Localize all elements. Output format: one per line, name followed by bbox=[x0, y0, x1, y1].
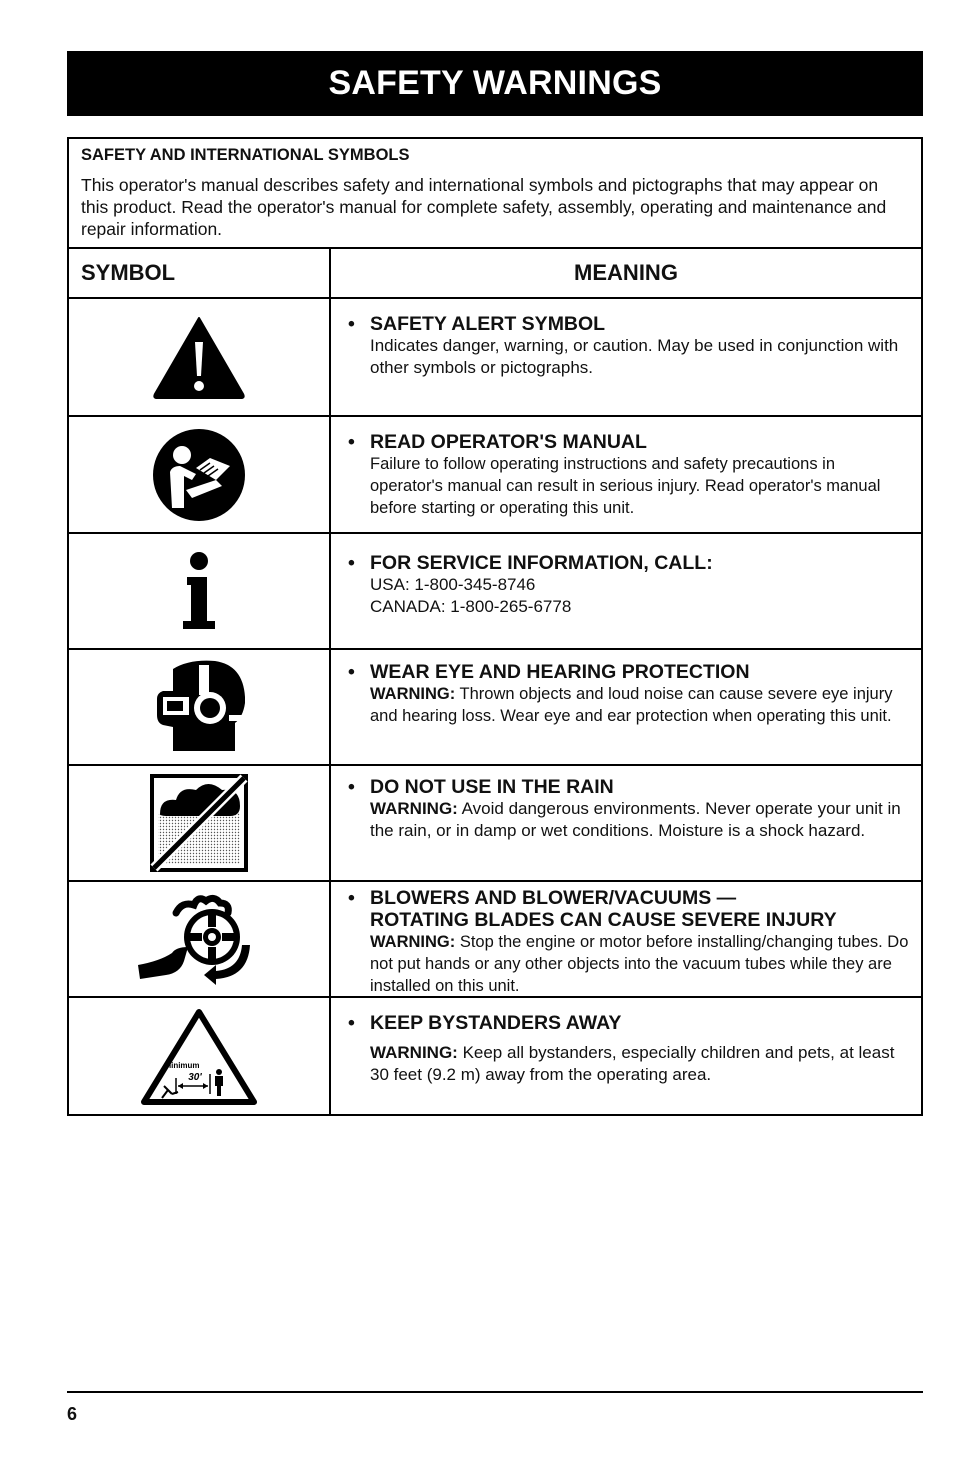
info-icon bbox=[179, 551, 219, 631]
footer-rule bbox=[67, 1391, 923, 1393]
minimum-label: Minimum bbox=[164, 1061, 200, 1070]
page-number: 6 bbox=[67, 1404, 78, 1424]
item-description: Keep all bystanders, especially children and pets, at least 30 feet (9.2 m) away from the operating area. bbox=[370, 1043, 895, 1084]
item-title: DO NOT USE IN THE RAIN bbox=[370, 776, 614, 798]
safety-alert-icon bbox=[151, 314, 247, 400]
distance-label: 30' bbox=[188, 1072, 202, 1083]
service-phone-canada: CANADA: 1-800-265-6778 bbox=[370, 597, 572, 616]
page-title: SAFETY WARNINGS bbox=[67, 51, 923, 116]
intro-text: This operator's manual describes safety and international symbols and pictographs that may appear on this product. Read the operator's manual for complete safety, assembly, operating and maintenance and repair information. bbox=[81, 175, 887, 239]
table-row: Minimum 30' • KEEP BYSTANDERS AWAY WARNING: Keep all bystanders, especially children and pets, at least 30 feet (9.2 m) away from the operating area. bbox=[69, 998, 921, 1116]
item-description: Thrown objects and loud noise can cause severe eye injury and hearing loss. Wear eye and ear protection when operating this unit. bbox=[370, 685, 893, 725]
item-description: Failure to follow operating instructions and safety precautions in operator's manual can result in serious injury. Read operator's manual before starting or operating this unit. bbox=[370, 455, 881, 517]
item-title: SAFETY ALERT SYMBOL bbox=[370, 313, 606, 335]
meaning-column-header: MEANING bbox=[331, 249, 921, 299]
item-title: KEEP BYSTANDERS AWAY bbox=[370, 1012, 622, 1034]
table-row: • WEAR EYE AND HEARING PROTECTION WARNING: Thrown objects and loud noise can cause severe eye injury and hearing loss. Wear eye and ear protection when operating this unit. bbox=[69, 650, 921, 766]
no-rain-icon bbox=[150, 774, 248, 872]
symbol-column-header: SYMBOL bbox=[69, 249, 329, 299]
table-row: • DO NOT USE IN THE RAIN WARNING: Avoid dangerous environments. Never operate your unit in the rain, or in damp or wet conditions. Moisture is a shock hazard. bbox=[69, 766, 921, 882]
rotating-blades-icon bbox=[136, 891, 262, 987]
item-description: Avoid dangerous environments. Never operate your unit in the rain, or in damp or wet conditions. Moisture is a shock hazard. bbox=[370, 799, 901, 840]
table-row: • FOR SERVICE INFORMATION, CALL: USA: 1-800-345-8746 CANADA: 1-800-265-6778 bbox=[69, 534, 921, 650]
item-description: Indicates danger, warning, or caution. May be used in conjunction with other symbols or pictographs. bbox=[370, 336, 899, 377]
keep-bystanders-away-icon bbox=[140, 1008, 258, 1106]
table-row: • SAFETY ALERT SYMBOL Indicates danger, warning, or caution. May be used in conjunction with other symbols or pictographs. bbox=[69, 299, 921, 417]
item-description: Stop the engine or motor before installing/changing tubes. Do not put hands or any other objects into the vacuum tubes while they are installed on this unit. bbox=[370, 933, 909, 995]
item-title-line2: ROTATING BLADES CAN CAUSE SEVERE INJURY bbox=[370, 909, 837, 931]
warning-label: WARNING: bbox=[370, 799, 458, 818]
warning-label: WARNING: bbox=[370, 1043, 458, 1062]
item-title: READ OPERATOR'S MANUAL bbox=[370, 431, 647, 453]
item-title: BLOWERS AND BLOWER/VACUUMS — bbox=[370, 887, 737, 909]
table-row: • BLOWERS AND BLOWER/VACUUMS — ROTATING BLADES CAN CAUSE SEVERE INJURY WARNING: Stop the engine or motor before installing/changing tubes. Do not put hands or any other objects into the vacuum tubes while they are installed on this unit. bbox=[69, 882, 921, 998]
eye-ear-protection-icon bbox=[149, 657, 249, 757]
warning-label: WARNING: bbox=[370, 933, 456, 951]
symbols-table bbox=[67, 137, 923, 1116]
item-title: FOR SERVICE INFORMATION, CALL: bbox=[370, 552, 713, 574]
intro-section bbox=[69, 139, 921, 249]
item-title: WEAR EYE AND HEARING PROTECTION bbox=[370, 661, 750, 683]
intro-heading: SAFETY AND INTERNATIONAL SYMBOLS bbox=[81, 146, 410, 164]
service-phone-usa: USA: 1-800-345-8746 bbox=[370, 575, 536, 594]
read-manual-icon bbox=[152, 428, 246, 522]
warning-label: WARNING: bbox=[370, 685, 456, 703]
table-row: • READ OPERATOR'S MANUAL Failure to follow operating instructions and safety precautions in operator's manual can result in serious injury. Read operator's manual before starting or operating this unit. bbox=[69, 417, 921, 534]
